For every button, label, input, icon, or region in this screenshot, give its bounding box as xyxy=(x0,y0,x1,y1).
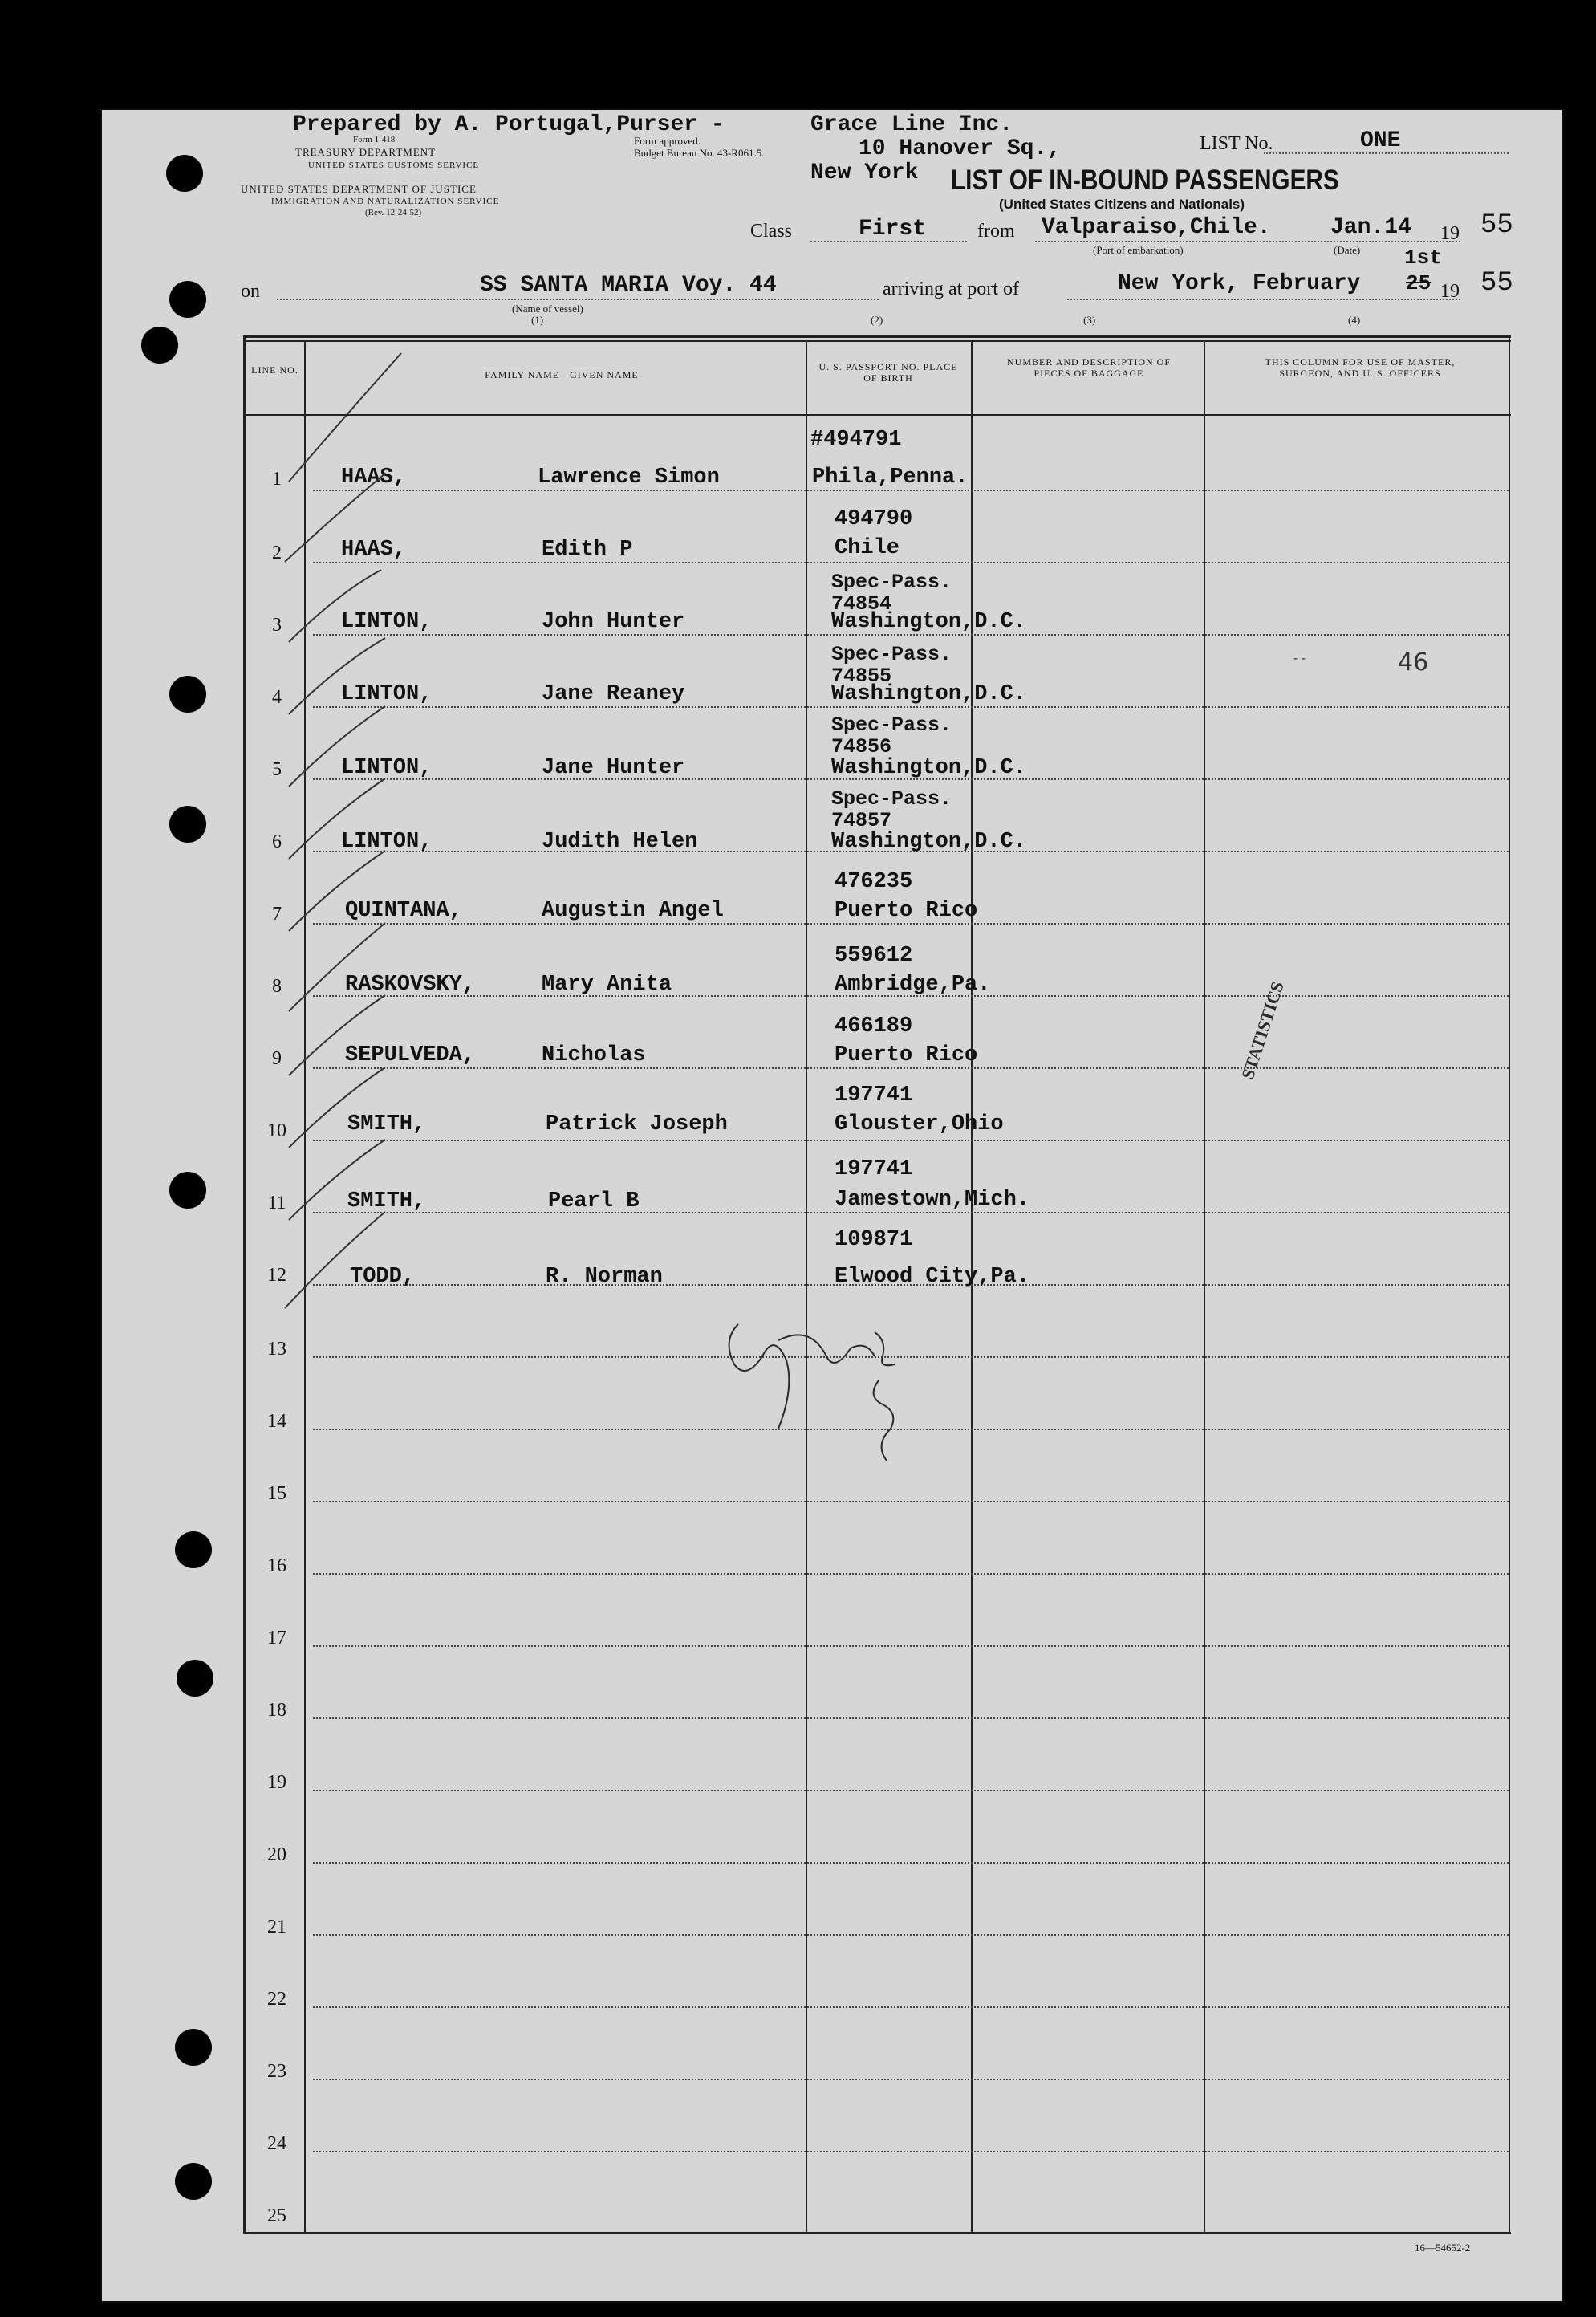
passport-number: 494790 xyxy=(835,507,913,531)
punch-hole xyxy=(169,806,206,843)
company-city: New York xyxy=(810,161,919,185)
department-of-justice: UNITED STATES DEPARTMENT OF JUSTICE xyxy=(241,183,477,195)
arrival-year: 55 xyxy=(1480,268,1513,299)
given-name: Edith P xyxy=(542,538,633,562)
punch-hole xyxy=(175,2029,212,2066)
punch-hole xyxy=(175,2163,212,2200)
line-number: 12 xyxy=(267,1265,286,1286)
page-title: LIST OF IN-BOUND PASSENGERS xyxy=(951,165,1339,196)
passport-number: Spec-Pass. 74855 xyxy=(831,643,952,688)
col-header-name: FAMILY NAME—GIVEN NAME xyxy=(485,369,639,380)
date-caption: (Date) xyxy=(1334,244,1361,256)
line-number: 8 xyxy=(272,976,282,997)
line-number: 22 xyxy=(267,1989,286,2010)
col-header-passport: U. S. PASSPORT NO. PLACE OF BIRTH xyxy=(818,361,958,384)
line-number: 17 xyxy=(267,1628,286,1648)
line-number: 5 xyxy=(272,759,282,780)
table-right-border xyxy=(1509,335,1510,2234)
family-name: HAAS, xyxy=(341,538,407,562)
customs-service: UNITED STATES CUSTOMS SERVICE xyxy=(308,161,480,170)
list-no-label: LIST No. xyxy=(1200,133,1273,154)
place-of-birth: Washington,D.C. xyxy=(831,610,1027,634)
family-name: SMITH, xyxy=(347,1112,426,1136)
prepared-by: Prepared by A. Portugal,Purser - xyxy=(293,112,725,137)
given-name: Mary Anita xyxy=(542,973,672,997)
family-name: SMITH, xyxy=(347,1189,426,1213)
passport-number: 559612 xyxy=(835,944,913,968)
on-label: on xyxy=(241,281,260,302)
embarkation-port: Valparaiso,Chile. xyxy=(1042,215,1271,240)
budget-bureau: Budget Bureau No. 43-R061.5. xyxy=(634,147,765,159)
punch-hole xyxy=(169,281,206,318)
handwritten-signature xyxy=(714,1292,955,1477)
passport-number: Spec-Pass. 74856 xyxy=(831,713,952,758)
arriving-label: arriving at port of xyxy=(883,278,1019,299)
line-number: 4 xyxy=(272,687,282,708)
col-header-line-no: LINE NO. xyxy=(251,364,298,376)
punch-hole xyxy=(141,327,178,364)
place-of-birth: Ambridge,Pa. xyxy=(835,973,991,997)
from-label: from xyxy=(977,221,1015,242)
punch-hole xyxy=(169,676,206,713)
vessel-name: SS SANTA MARIA Voy. 44 xyxy=(480,273,777,298)
family-name: HAAS, xyxy=(341,465,407,490)
given-name: Jane Reaney xyxy=(542,682,685,706)
place-of-birth: Puerto Rico xyxy=(835,1043,978,1067)
line-number: 13 xyxy=(267,1339,286,1360)
line-number: 7 xyxy=(272,904,282,925)
class-value: First xyxy=(859,217,927,242)
line-number: 9 xyxy=(272,1048,282,1069)
place-of-birth: Glouster,Ohio xyxy=(835,1112,1004,1136)
line-number: 23 xyxy=(267,2061,286,2082)
table-bottom-rule xyxy=(243,2232,1511,2234)
caption-3: (3) xyxy=(1083,314,1096,326)
handwritten-check-marks xyxy=(241,337,497,1332)
line-number: 3 xyxy=(272,615,282,636)
family-name: SEPULVEDA, xyxy=(345,1043,476,1067)
form-number: Form 1-418 xyxy=(353,135,396,144)
treasury-department: TREASURY DEPARTMENT xyxy=(295,146,437,158)
col-header-officers: THIS COLUMN FOR USE OF MASTER, SURGEON, AND U. S. OFFICERS xyxy=(1265,356,1456,379)
officer-mark-dash: - - xyxy=(1293,652,1306,665)
family-name: LINTON, xyxy=(341,756,433,780)
place-of-birth: Washington,D.C. xyxy=(831,830,1027,854)
punch-hole xyxy=(175,1531,212,1568)
line-number: 19 xyxy=(267,1772,286,1793)
passport-number: 197741 xyxy=(835,1157,913,1181)
line-number: 2 xyxy=(272,543,282,563)
col-divider-baggage xyxy=(1204,340,1205,2234)
col-divider-name xyxy=(806,340,807,2234)
line-number: 16 xyxy=(267,1555,286,1576)
form-footer-code: 16—54652-2 xyxy=(1415,2242,1471,2254)
place-of-birth: Chile xyxy=(835,536,900,560)
place-of-birth: Elwood City,Pa. xyxy=(835,1265,1030,1289)
statistics-stamp: STATISTICS xyxy=(1237,978,1288,1082)
place-of-birth: Puerto Rico xyxy=(835,899,978,923)
list-no-value: ONE xyxy=(1360,128,1401,153)
line-number: 21 xyxy=(267,1917,286,1937)
given-name: Judith Helen xyxy=(542,830,698,854)
caption-1: (1) xyxy=(531,314,544,326)
family-name: LINTON, xyxy=(341,830,433,854)
passport-number: #494791 xyxy=(810,428,902,452)
punch-hole xyxy=(169,1172,206,1209)
passport-number: Spec-Pass. 74857 xyxy=(831,787,952,832)
caption-2: (2) xyxy=(871,314,883,326)
given-name: Augustin Angel xyxy=(542,899,724,923)
family-name: QUINTANA, xyxy=(345,899,462,923)
given-name: R. Norman xyxy=(546,1265,663,1289)
arrival-port: New York, February xyxy=(1118,271,1361,296)
line-number: 24 xyxy=(267,2133,286,2154)
family-name: LINTON, xyxy=(341,682,433,706)
given-name: Nicholas xyxy=(542,1043,646,1067)
line-number: 6 xyxy=(272,831,282,852)
company-address: 10 Hanover Sq., xyxy=(859,136,1062,161)
family-name: TODD, xyxy=(350,1265,416,1289)
vessel-caption: (Name of vessel) xyxy=(512,303,583,315)
port-caption: (Port of embarkation) xyxy=(1093,244,1184,256)
given-name: John Hunter xyxy=(542,610,685,634)
line-number: 10 xyxy=(267,1120,286,1141)
naturalization-service: IMMIGRATION AND NATURALIZATION SERVICE xyxy=(271,197,500,206)
line-number: 15 xyxy=(267,1483,286,1504)
family-name: RASKOVSKY, xyxy=(345,973,476,997)
punch-hole xyxy=(177,1660,213,1697)
passport-number: 197741 xyxy=(835,1083,913,1108)
place-of-birth: Jamestown,Mich. xyxy=(835,1188,1030,1212)
passport-number: 109871 xyxy=(835,1228,913,1252)
company-name: Grace Line Inc. xyxy=(810,112,1013,137)
class-label: Class xyxy=(750,221,793,242)
form-revision: (Rev. 12-24-52) xyxy=(365,208,422,217)
place-of-birth: Washington,D.C. xyxy=(831,756,1027,780)
given-name: Lawrence Simon xyxy=(538,465,720,490)
passport-number: Spec-Pass. 74854 xyxy=(831,571,952,616)
place-of-birth: Phila,Penna. xyxy=(812,465,969,490)
page-subtitle: (United States Citizens and Nationals) xyxy=(999,197,1245,212)
year-prefix: 19 xyxy=(1440,223,1460,244)
arrival-day: 1st xyxy=(1404,246,1442,270)
passport-number: 466189 xyxy=(835,1014,913,1039)
passport-number: 476235 xyxy=(835,870,913,894)
line-number: 20 xyxy=(267,1844,286,1865)
caption-4: (4) xyxy=(1348,314,1361,326)
departure-year: 55 xyxy=(1480,210,1513,241)
punch-hole xyxy=(166,155,203,192)
line-number: 1 xyxy=(272,469,282,490)
form-approved: Form approved. xyxy=(634,135,701,147)
place-of-birth: Washington,D.C. xyxy=(831,682,1027,706)
line-number: 18 xyxy=(267,1700,286,1721)
arrival-day-struck: 25 xyxy=(1406,271,1432,295)
col-header-baggage: NUMBER AND DESCRIPTION OF PIECES OF BAGGAGE xyxy=(1006,356,1172,379)
line-number: 14 xyxy=(267,1411,286,1432)
arrival-year-prefix: 19 xyxy=(1440,281,1460,302)
given-name: Patrick Joseph xyxy=(546,1112,728,1136)
family-name: LINTON, xyxy=(341,610,433,634)
given-name: Pearl B xyxy=(548,1189,640,1213)
line-number: 11 xyxy=(267,1193,286,1213)
departure-date: Jan.14 xyxy=(1330,215,1411,240)
officer-mark: 46 xyxy=(1398,648,1429,677)
given-name: Jane Hunter xyxy=(542,756,685,780)
line-number: 25 xyxy=(267,2205,286,2226)
